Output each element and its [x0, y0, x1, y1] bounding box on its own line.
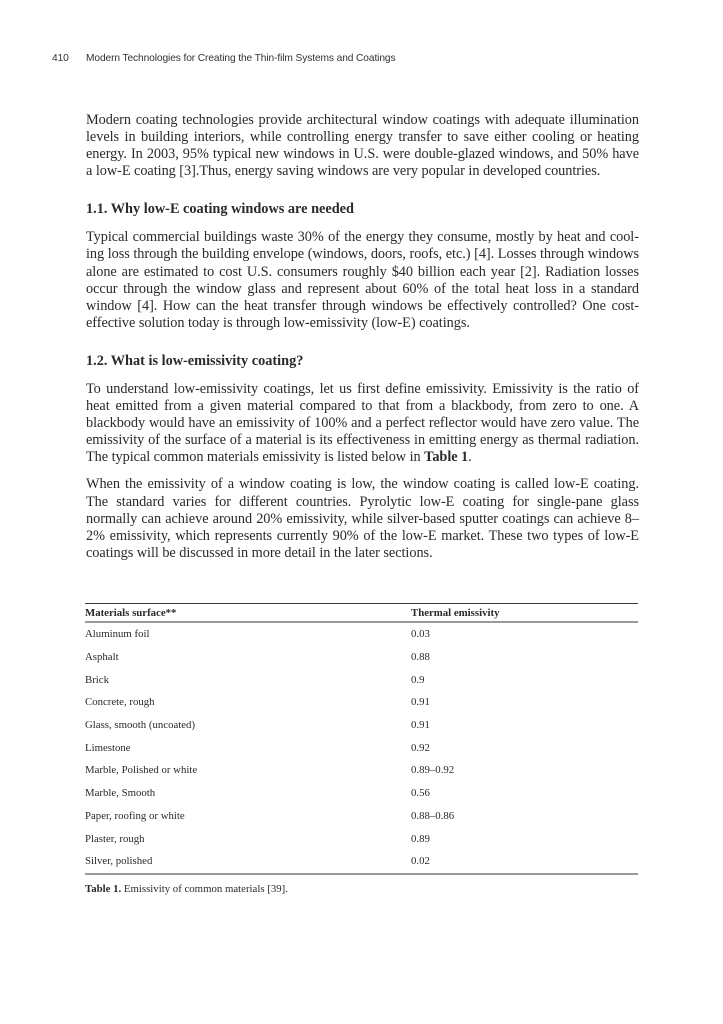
page-body	[86, 112, 639, 562]
running-header	[52, 53, 395, 64]
section-1-2-paragraph-2: When the emissivity of a window coating is low, the window coating is called low-E coating. The standard varies for different countries. Pyrolytic low-E coating for single-pane glass normally can achieve around 20% emissivity, while silver-based sputter coatings can achieve 8–2% emissivity, which represents currently 90% of the low-E market. These two types of low-E coatings will be discussed in more detail in the later sections.	[86, 476, 639, 561]
table-row	[85, 805, 638, 828]
material-cell: Concrete, rough	[85, 696, 155, 709]
material-cell: Paper, roofing or white	[85, 809, 185, 822]
section-heading-1-2: 1.2. What is low-emissivity coating?	[86, 352, 304, 369]
emissivity-cell: 0.91	[411, 719, 430, 732]
material-cell: Silver, polished	[85, 855, 153, 868]
emissivity-cell: 0.88–0.86	[411, 809, 455, 822]
emissivity-cell: 0.88	[411, 651, 430, 664]
table-row	[85, 691, 638, 714]
section-1-2-paragraph-1	[86, 381, 639, 466]
material-cell: Plaster, rough	[85, 832, 145, 845]
table-row	[85, 736, 638, 759]
paragraph-text: To understand low-emissivity coatings, let us first define emissivity. Emissivity is the ratio of heat emitted from a given material compared to that from a blackbody, from zero to one. A blackbody would have an emissivity of 100% and a perfect reflector would have zero value. The emissivity of the surface of a material is its effectiveness in emitting energy as thermal radiation. The typical common materials emissivity is listed below in	[86, 380, 639, 466]
table-row	[85, 850, 638, 874]
page-number: 410	[52, 53, 69, 64]
emissivity-cell: 0.56	[411, 787, 430, 800]
paragraph-end: .	[468, 449, 472, 466]
table-caption	[85, 883, 288, 895]
material-cell: Marble, Smooth	[85, 787, 156, 800]
table-reference-link[interactable]: Table 1	[424, 449, 469, 466]
table-row	[85, 714, 638, 737]
table-row	[85, 646, 638, 669]
emissivity-table	[85, 603, 638, 875]
table-row	[85, 759, 638, 782]
material-cell: Aluminum foil	[85, 628, 150, 641]
column-header-emissivity: Thermal emissivity	[411, 606, 500, 619]
emissivity-cell: 0.89	[411, 832, 430, 845]
caption-text: Emissivity of common materials [39].	[121, 883, 288, 895]
section-heading-1-1: 1.1. Why low-E coating windows are needed	[86, 201, 354, 218]
table-row	[85, 668, 638, 691]
material-cell: Brick	[85, 673, 109, 686]
emissivity-cell: 0.02	[411, 855, 430, 868]
running-title: Modern Technologies for Creating the Thin-film Systems and Coatings	[86, 53, 396, 64]
table-row	[85, 827, 638, 850]
material-cell: Limestone	[85, 741, 131, 754]
table-header-row	[85, 604, 638, 623]
emissivity-cell: 0.03	[411, 628, 430, 641]
table-row	[85, 622, 638, 646]
emissivity-cell: 0.92	[411, 741, 430, 754]
material-cell: Marble, Polished or white	[85, 764, 198, 777]
caption-label: Table 1.	[85, 883, 122, 895]
section-1-1-paragraph: Typical commercial buildings waste 30% of the energy they consume, mostly by heat and cooling loss through the building envelope (windows, doors, roofs, etc.) [4]. Losses through windows alone are estimated to cost U.S. consumers roughly $40 billion each year [2]. Radiation losses occur through the window glass and represent about 60% of the total heat loss in a standard window [4]. How can the heat transfer through windows be effectively controlled? One cost-effective solution today is through low-emissivity (low-E) coatings.	[86, 229, 639, 331]
emissivity-cell: 0.91	[411, 696, 430, 709]
column-header-material: Materials surface**	[85, 606, 177, 619]
table-row	[85, 782, 638, 805]
emissivity-table-container	[85, 603, 638, 875]
emissivity-cell: 0.9	[411, 673, 425, 686]
intro-paragraph: Modern coating technologies provide architectural window coatings with adequate illumination levels in building interiors, while controlling energy transfer to save either cooling or heating energy. In 2003, 95% typical new windows in U.S. were double-glazed windows, and 50% have a low-E coating [3].Thus, energy saving windows are very popular in developed countries.	[86, 112, 639, 180]
material-cell: Glass, smooth (uncoated)	[85, 719, 196, 732]
material-cell: Asphalt	[85, 651, 119, 664]
emissivity-cell: 0.89–0.92	[411, 764, 455, 777]
